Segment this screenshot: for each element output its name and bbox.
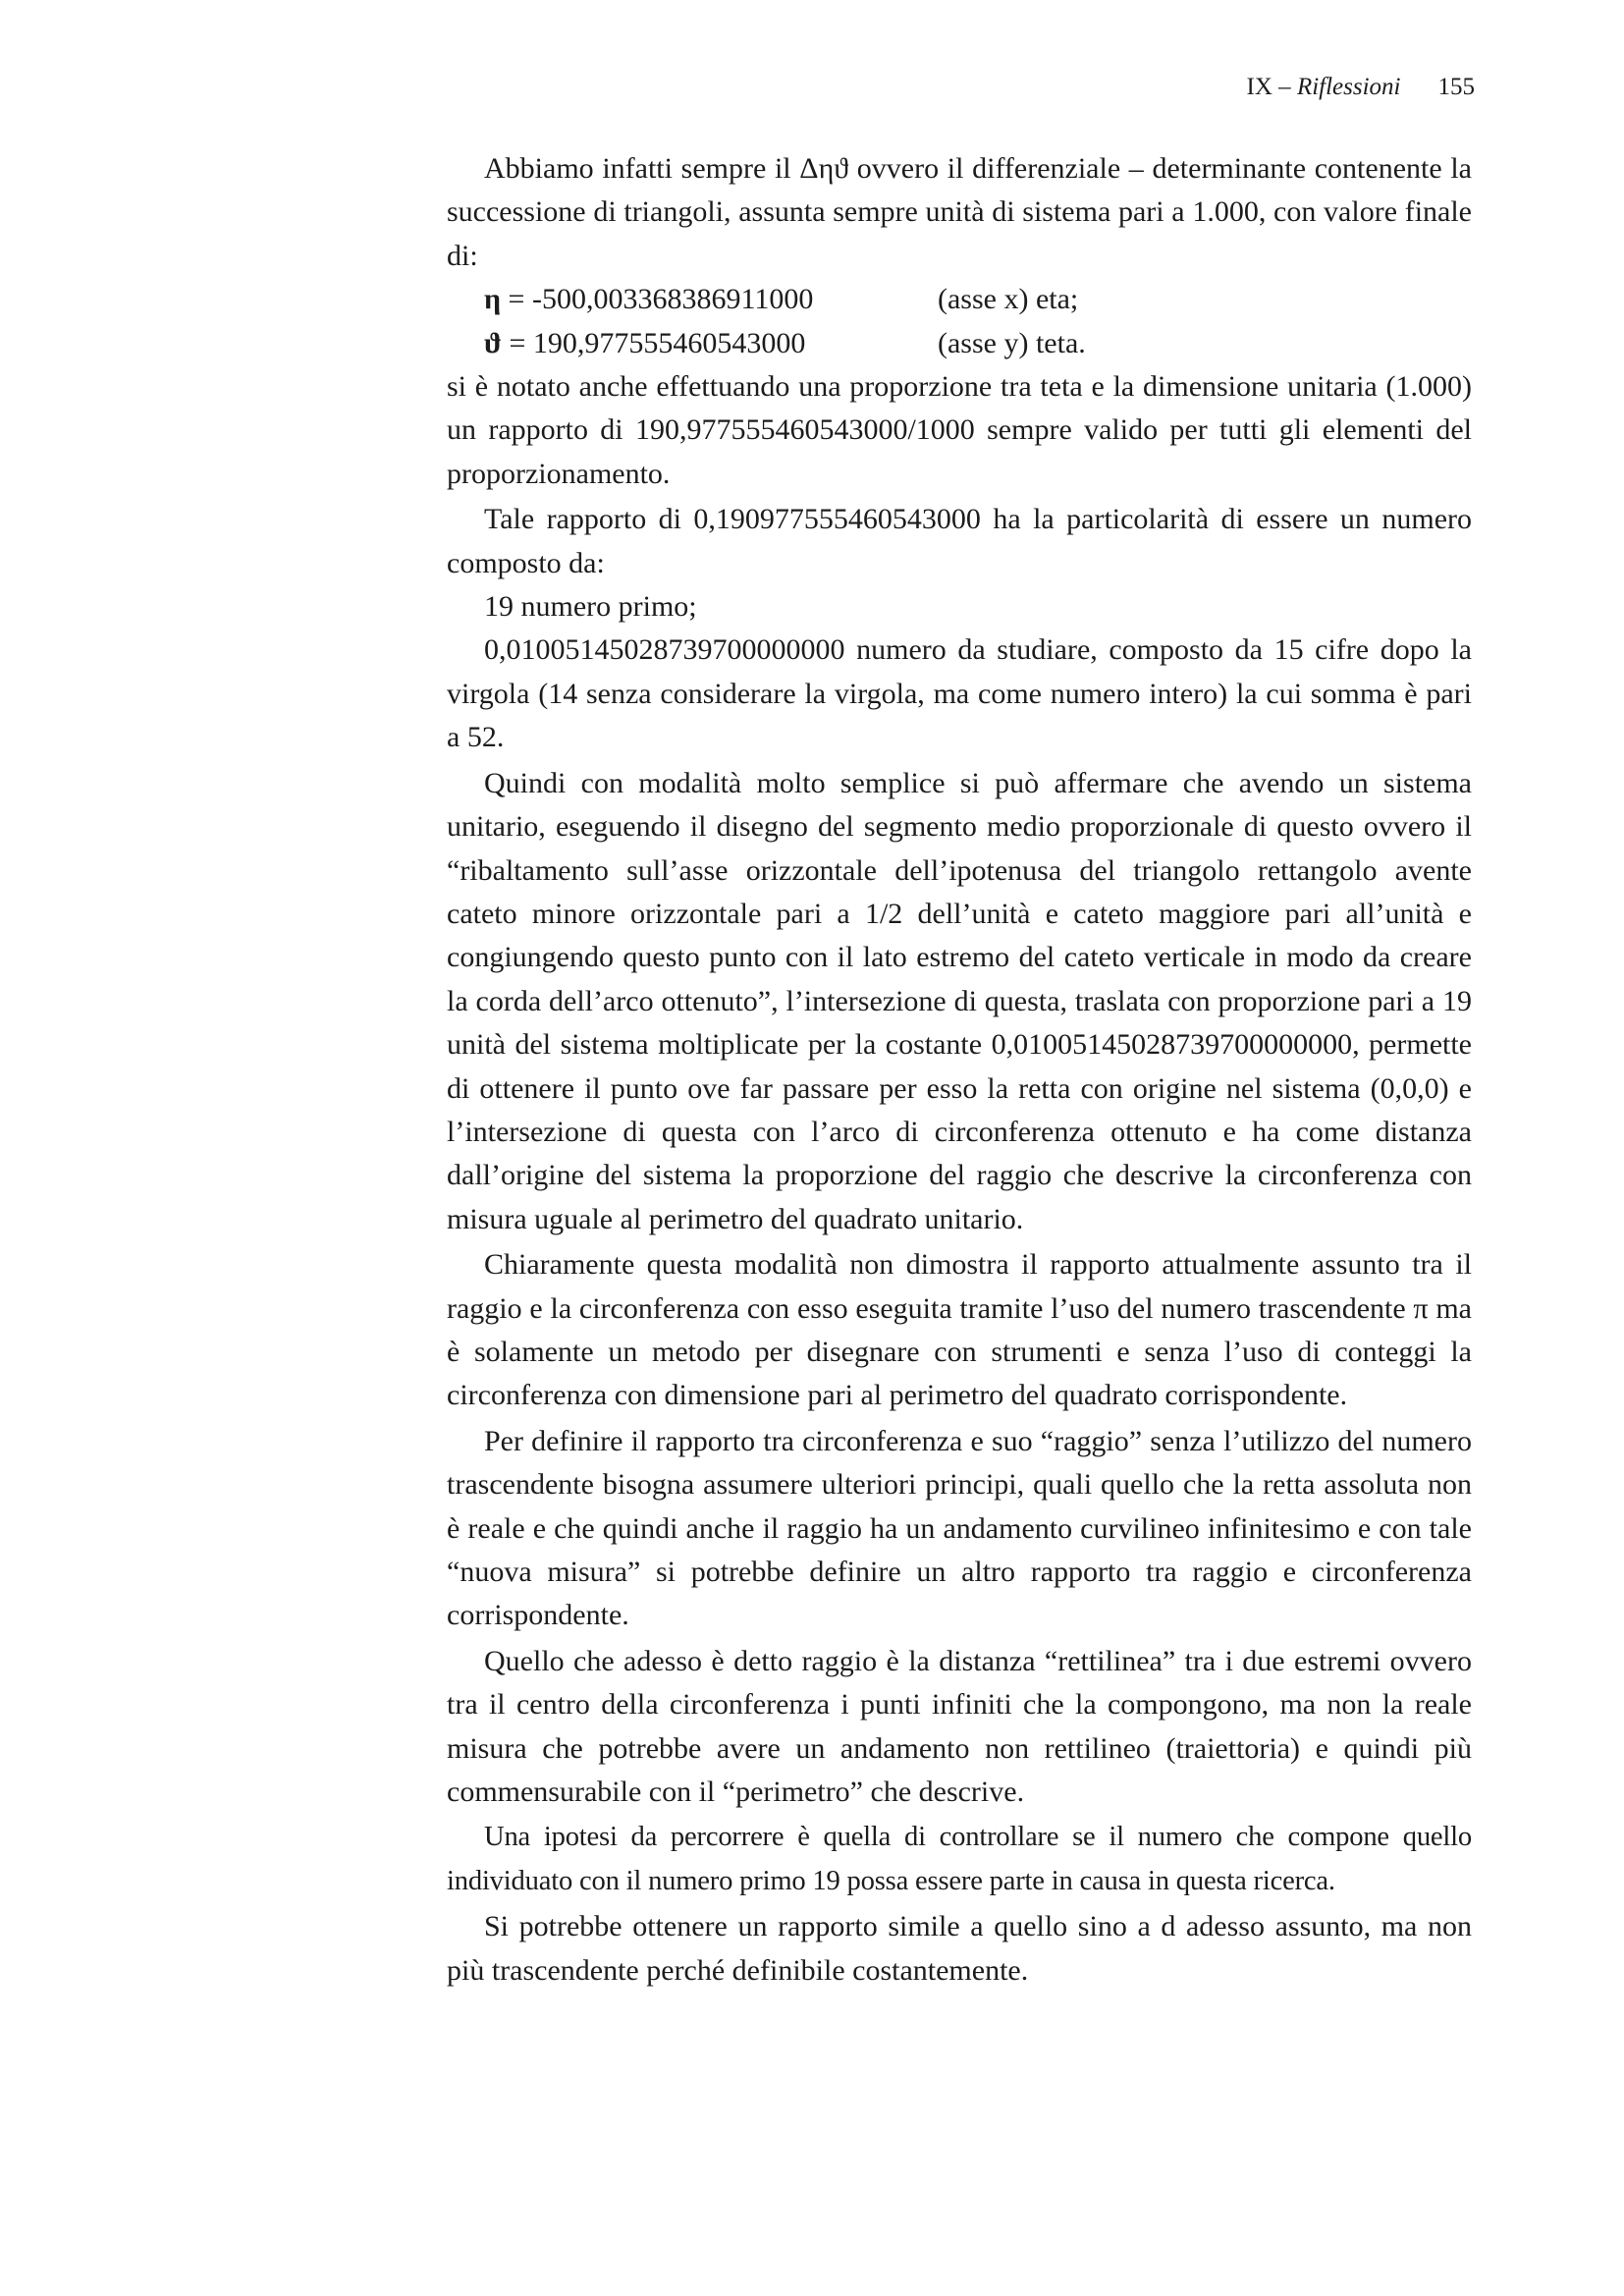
paragraph-3-item-2: 0,01005145028739700000000 numero da studiare, composto da 15 cifre dopo la virgola (14 senza considerare la virgola, ma come numero intero) la cui somma è pari a 52.	[447, 633, 1472, 754]
paragraph-7: Quello che adesso è detto raggio è la distanza “rettilinea” tra i due estremi ovvero tra il centro della circonferenza i punti infiniti che la compongono, ma non la reale misura che potrebbe avere un andamento non rettilineo (traiettoria) e quindi più commensurabile con il “perimetro” che descrive.	[447, 1644, 1472, 1809]
paragraph-3-item-1: 19 numero primo;	[484, 590, 697, 624]
eta-note: (asse x) eta;	[938, 283, 1079, 316]
chapter-number: IX –	[1246, 74, 1291, 100]
paragraph-6: Per definire il rapporto tra circonferenza e suo “raggio” senza l’utilizzo del numero trascendente bisogna assumere ulteriori principi, quali quello che la retta assoluta non è reale e che quindi anche il raggio ha un andamento curvilineo infinitesimo e con tale “nuova misura” si potrebbe definire un altro rapporto tra raggio e circonferenza corrispondente.	[447, 1424, 1472, 1632]
formula-eta	[447, 278, 1472, 321]
eta-expression	[484, 278, 938, 321]
formula-theta	[447, 322, 1472, 365]
theta-symbol: ϑ	[484, 326, 502, 359]
paragraph-4: Quindi con modalità molto semplice si può affermare che avendo un sistema unitario, eseguendo il disegno del segmento medio proporzionale di questo ovvero il “ribaltamento sull’asse orizzontale dell’ipotenusa del triangolo rettangolo avente cateto minore orizzontale pari a 1/2 dell’unità e cateto maggiore pari all’unità e congiungendo questo punto con il lato estremo del cateto verticale in modo da creare la corda dell’arco ottenuto”, l’intersezione di questa, traslata con proporzione pari a 19 unità del sistema moltiplicate per la costante 0,01005145028739700000000, permette di ottenere il punto ove far passare per esso la retta con origine nel sistema (0,0,0) e l’intersezione di questa con l’arco di circonferenza ottenuto e ha come distanza dall’origine del sistema la proporzione del raggio che descrive la circonferenza con misura uguale al perimetro del quadrato unitario.	[447, 766, 1472, 1235]
paragraph-8: Una ipotesi da percorrere è quella di controllare se il numero che compone quello individuato con il numero primo 19 possa essere parte in causa in questa ricerca.	[447, 1822, 1472, 1896]
running-header	[1247, 71, 1475, 104]
paragraph-5: Chiaramente questa modalità non dimostra il rapporto attualmente assunto tra il raggio e la circonferenza con esso eseguita tramite l’uso del numero trascendente π ma è solamente un metodo per disegnare con strumenti e senza l’uso di conteggi la circonferenza con dimensione pari al perimetro del quadrato corrispondente.	[447, 1248, 1472, 1412]
theta-note: (asse y) teta.	[938, 326, 1086, 359]
theta-value: = 190,977555460543000	[501, 326, 806, 359]
page-body	[447, 147, 1472, 1993]
paragraph-1: Abbiamo infatti sempre il Δηϑ ovvero il differenziale – determinante contenente la successione di triangoli, assunta sempre unità di sistema pari a 1.000, con valore finale di:	[447, 152, 1472, 272]
chapter-label	[1247, 74, 1401, 100]
paragraph-9: Si potrebbe ottenere un rapporto simile a quello sino a d adesso assunto, ma non più trascendente perché definibile costantemente.	[447, 1910, 1472, 1987]
paragraph-2: si è notato anche effettuando una proporzione tra teta e la dimensione unitaria (1.000) un rapporto di 190,977555460543000/1000 sempre valido per tutti gli elementi del proporzionamento.	[447, 370, 1472, 490]
paragraph-3: Tale rapporto di 0,190977555460543000 ha la particolarità di essere un numero composto da:	[447, 503, 1472, 579]
eta-symbol: η	[484, 283, 502, 316]
chapter-title: Riflessioni	[1296, 74, 1401, 100]
eta-value: = -500,003368386911000	[501, 283, 814, 316]
page-number: 155	[1437, 74, 1475, 100]
theta-expression	[484, 322, 938, 365]
